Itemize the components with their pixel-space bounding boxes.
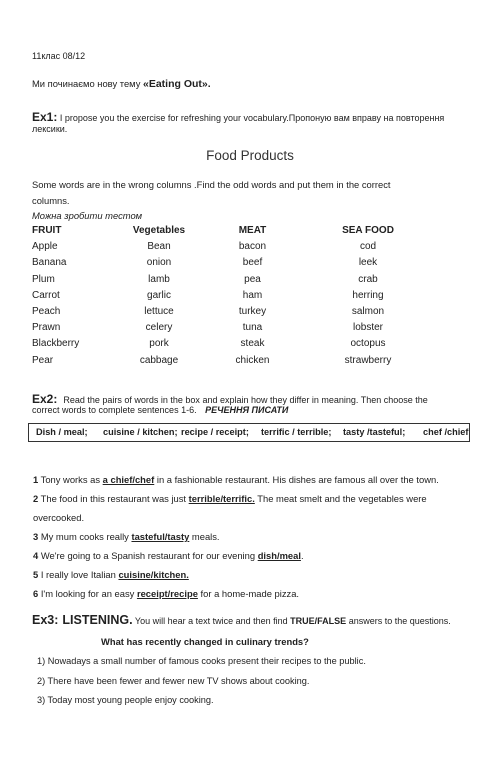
sentence-2: 2 The food in this restaurant was just terrible/terrific. The meat smelt and the vegetables were (33, 493, 427, 504)
list-item: Blackberry (32, 338, 80, 350)
list-item: garlic (147, 289, 171, 301)
list-item: beef (242, 257, 263, 269)
ex3-line: Ex3: LISTENING. You will hear a text twice and then find TRUE/FALSE answers to the questions. (32, 613, 451, 627)
word-pair: Dish / meal; (36, 427, 88, 437)
list-item: cod (359, 241, 377, 253)
list-item: onion (146, 257, 172, 269)
sentence-2-continued: overcooked. (33, 512, 85, 523)
list-item: chicken (235, 354, 270, 366)
food-instruction-1: Some words are in the wrong columns .Find the odd words and put them in the correct (32, 179, 391, 190)
list-item: 1) Nowadays a small number of famous cooks present their recipes to the public. (37, 656, 366, 666)
ex1-text-2: лексики. (32, 124, 68, 134)
food-instruction-2: columns. (32, 195, 70, 206)
food-title: Food Products (206, 148, 294, 163)
answer-choice: receipt/recipe (136, 588, 198, 599)
word-pair: recipe / receipt; (181, 427, 249, 437)
intro-line (32, 78, 211, 90)
list-item: pork (149, 338, 169, 350)
list-item: Plum (32, 273, 55, 285)
ex1-text: I propose you the exercise for refreshing your vocabulary.Пропоную вам вправу на повторення (57, 113, 445, 123)
column-meat (225, 223, 280, 369)
word-pair: chef /chief (423, 427, 469, 437)
column-head: Vegetables (132, 225, 186, 236)
list-item: ham (242, 289, 263, 301)
list-item: Apple (32, 241, 58, 253)
sentence-3: 3 My mum cooks really tasteful/tasty meals. (33, 531, 220, 542)
listening-label: LISTENING. (62, 613, 133, 627)
answer-choice: a chief/chef (102, 474, 155, 485)
list-item: turkey (238, 305, 267, 317)
ex2-line-2 (32, 405, 288, 415)
list-item: salmon (351, 305, 385, 317)
answer-choice: cuisine/kitchen. (118, 569, 189, 580)
list-item: strawberry (344, 354, 392, 366)
list-item: herring (352, 289, 384, 301)
list-item: octopus (350, 338, 386, 350)
list-item: Banana (32, 257, 67, 269)
sentence-4: 4 We're going to a Spanish restaurant for our evening dish/meal. (33, 550, 304, 561)
ex2-text: Read the pairs of words in the box and explain how they differ in meaning. Then choose the (63, 395, 428, 405)
column-sea-food (330, 223, 406, 369)
column-vegetables (124, 223, 194, 369)
list-item: Carrot (32, 289, 60, 301)
list-item: bacon (238, 241, 267, 253)
word-pair: tasty /tasteful; (343, 427, 406, 437)
list-item: Prawn (32, 322, 61, 334)
ex2-note: РЕЧЕННЯ ПИСАТИ (205, 405, 289, 415)
word-pair: terrific / terrible; (261, 427, 332, 437)
column-head: FRUIT (32, 225, 62, 236)
ex3-question: What has recently changed in culinary trends? (101, 636, 309, 647)
list-item: lobster (352, 322, 383, 334)
true-false-label: TRUE/FALSE (290, 616, 347, 626)
list-item: steak (240, 338, 265, 350)
list-item: Pear (32, 354, 54, 366)
list-item: tuna (242, 322, 263, 334)
word-pair: cuisine / kitchen; (103, 427, 178, 437)
ex1-line (32, 108, 444, 126)
column-head: MEAT (238, 225, 267, 236)
list-item: 3) Today most young people enjoy cooking. (37, 695, 214, 705)
list-item: celery (145, 322, 173, 334)
column-fruit (32, 223, 79, 369)
list-item: lamb (148, 273, 170, 285)
list-item: cabbage (139, 354, 179, 366)
ex3-label: Ex3: (32, 613, 59, 627)
food-note: Можна зробити тестом (32, 210, 143, 221)
column-head: SEA FOOD (342, 225, 394, 236)
intro-text: Ми починаємо нову тему (32, 78, 143, 89)
list-item: leek (358, 257, 378, 269)
sentence-1: 1 Tony works as a chief/chef in a fashionable restaurant. His dishes are famous all over the town. (33, 474, 439, 485)
list-item: pea (244, 273, 261, 285)
list-item: 2) There have been fewer and fewer new TV shows about cooking. (37, 676, 310, 686)
list-item: lettuce (144, 305, 174, 317)
answer-choice: terrible/terrific. (188, 493, 255, 504)
sentence-5: 5 I really love Italian cuisine/kitchen. (33, 569, 189, 580)
ex2-label: Ex2: (32, 392, 58, 406)
answer-choice: dish/meal (257, 550, 301, 561)
list-item: crab (358, 273, 378, 285)
class-date: 11клас 08/12 (32, 51, 86, 61)
word-box (28, 423, 470, 442)
topic-name: «Eating Out». (143, 78, 211, 90)
ex2-text-2: correct words to complete sentences 1-6. (32, 405, 197, 415)
answer-choice: tasteful/tasty (131, 531, 190, 542)
sentence-6: 6 I'm looking for an easy receipt/recipe for a home-made pizza. (33, 588, 300, 599)
list-item: Peach (32, 305, 61, 317)
list-item: Bean (147, 241, 171, 253)
ex1-label: Ex1: (32, 110, 58, 124)
